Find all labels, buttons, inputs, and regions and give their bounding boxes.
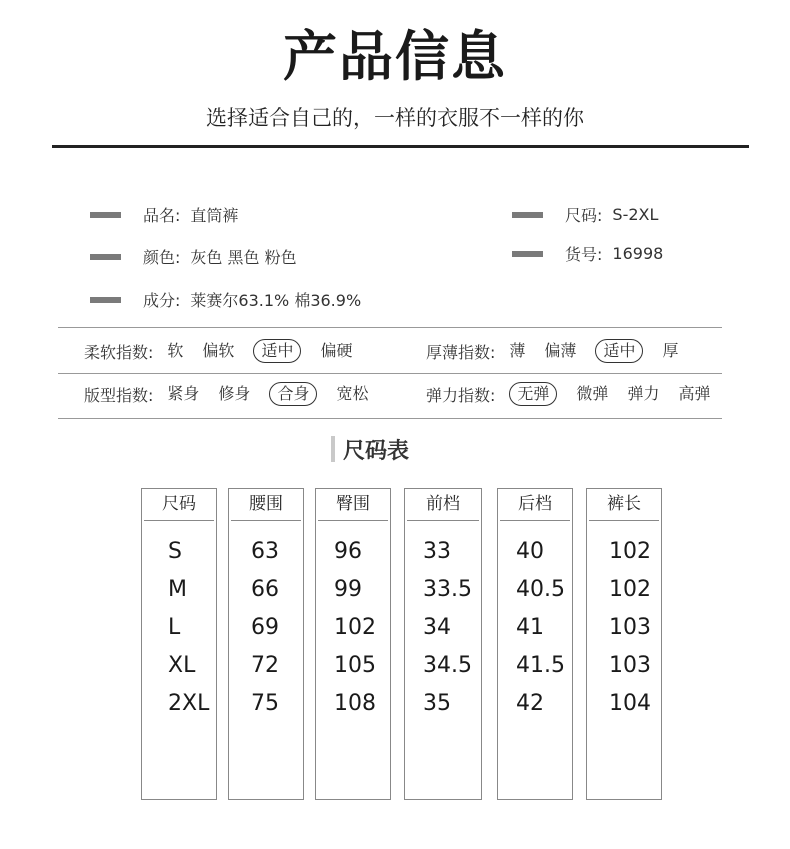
scale-option: 宽松 xyxy=(336,384,369,403)
info-size-label: 尺码: xyxy=(565,206,603,225)
table-cell: 102 xyxy=(609,577,651,602)
size-chart-column xyxy=(228,488,304,800)
scale-fit-label: 版型指数: xyxy=(84,385,154,405)
scale-elasticity xyxy=(426,382,729,406)
scale-option: 偏软 xyxy=(202,341,235,360)
table-cell: 35 xyxy=(423,691,451,716)
info-item-no-label: 货号: xyxy=(565,245,603,264)
table-cell: 41 xyxy=(516,615,544,640)
table-cell: 96 xyxy=(334,539,362,564)
table-cell: 33 xyxy=(423,539,451,564)
table-cell: 63 xyxy=(251,539,279,564)
scale-option: 修身 xyxy=(218,384,251,403)
size-chart-title: 尺码表 xyxy=(343,438,410,464)
header-divider xyxy=(52,145,749,148)
scale-option: 高弹 xyxy=(678,384,711,403)
scale-elasticity-label: 弹力指数: xyxy=(426,385,496,405)
table-cell: 34.5 xyxy=(423,653,472,678)
size-chart-column xyxy=(404,488,482,800)
scale-softness xyxy=(84,339,371,363)
table-cell: 102 xyxy=(609,539,651,564)
column-header: 裤长 xyxy=(589,489,659,521)
info-size-value: S-2XL xyxy=(612,205,659,224)
info-size-range xyxy=(512,203,658,226)
size-chart-column xyxy=(315,488,391,800)
info-name-label: 品名: xyxy=(143,206,181,225)
info-fabric-value: 莱赛尔63.1% 棉36.9% xyxy=(190,291,362,310)
table-cell: 33.5 xyxy=(423,577,472,602)
table-cell: 105 xyxy=(334,653,376,678)
info-item-no-value: 16998 xyxy=(612,244,664,263)
scale-option: 弹力 xyxy=(627,384,660,403)
scale-fit xyxy=(84,382,387,406)
column-header: 尺码 xyxy=(144,489,214,521)
scale-option-selected: 无弹 xyxy=(509,382,557,406)
scale-option: 薄 xyxy=(509,341,526,360)
table-cell: 40 xyxy=(516,539,544,564)
scale-softness-label: 柔软指数: xyxy=(84,342,154,362)
info-color xyxy=(90,245,297,268)
divider-line xyxy=(58,373,722,374)
scale-option: 软 xyxy=(167,341,184,360)
bullet-dash xyxy=(90,297,121,303)
table-cell: S xyxy=(168,539,182,564)
scale-option: 偏薄 xyxy=(544,341,577,360)
table-cell: 42 xyxy=(516,691,544,716)
scale-option-selected: 合身 xyxy=(269,382,317,406)
size-chart-heading xyxy=(331,435,409,463)
info-fabric xyxy=(90,288,361,311)
bullet-dash xyxy=(512,212,543,218)
table-cell: 66 xyxy=(251,577,279,602)
scale-thickness-label: 厚薄指数: xyxy=(426,342,496,362)
table-cell: 72 xyxy=(251,653,279,678)
table-cell: 99 xyxy=(334,577,362,602)
bullet-dash xyxy=(512,251,543,257)
page-title: 产品信息 xyxy=(283,25,507,88)
info-fabric-label: 成分: xyxy=(143,291,181,310)
table-cell: 40.5 xyxy=(516,577,565,602)
scale-thickness xyxy=(426,339,697,363)
table-cell: 104 xyxy=(609,691,651,716)
page-subtitle: 选择适合自己的，一样的衣服不一样的你 xyxy=(206,106,584,130)
table-cell: 75 xyxy=(251,691,279,716)
scale-option: 微弹 xyxy=(576,384,609,403)
table-cell: 102 xyxy=(334,615,376,640)
info-name xyxy=(90,203,238,226)
table-cell: XL xyxy=(168,653,196,678)
scale-option-selected: 适中 xyxy=(253,339,301,363)
info-color-label: 颜色: xyxy=(143,248,181,267)
divider-line xyxy=(58,327,722,328)
bullet-dash xyxy=(90,254,121,260)
size-chart-column xyxy=(586,488,662,800)
table-cell: 103 xyxy=(609,615,651,640)
table-cell: 2XL xyxy=(168,691,210,716)
table-cell: 41.5 xyxy=(516,653,565,678)
table-cell: L xyxy=(168,615,181,640)
bullet-dash xyxy=(90,212,121,218)
scale-option: 紧身 xyxy=(167,384,200,403)
info-color-value: 灰色 黑色 粉色 xyxy=(190,248,297,267)
size-chart-column xyxy=(141,488,217,800)
scale-option: 偏硬 xyxy=(320,341,353,360)
column-header: 臀围 xyxy=(318,489,388,521)
divider-line xyxy=(58,418,722,419)
table-cell: 108 xyxy=(334,691,376,716)
size-chart-column xyxy=(497,488,573,800)
table-cell: 34 xyxy=(423,615,451,640)
column-header: 腰围 xyxy=(231,489,301,521)
table-cell: 69 xyxy=(251,615,279,640)
info-name-value: 直筒裤 xyxy=(190,206,239,225)
table-cell: M xyxy=(168,577,187,602)
scale-option: 厚 xyxy=(662,341,679,360)
scale-option-selected: 适中 xyxy=(595,339,643,363)
heading-accent-bar xyxy=(331,436,335,462)
info-item-no xyxy=(512,242,663,265)
column-header: 后档 xyxy=(500,489,570,521)
table-cell: 103 xyxy=(609,653,651,678)
column-header: 前档 xyxy=(407,489,479,521)
